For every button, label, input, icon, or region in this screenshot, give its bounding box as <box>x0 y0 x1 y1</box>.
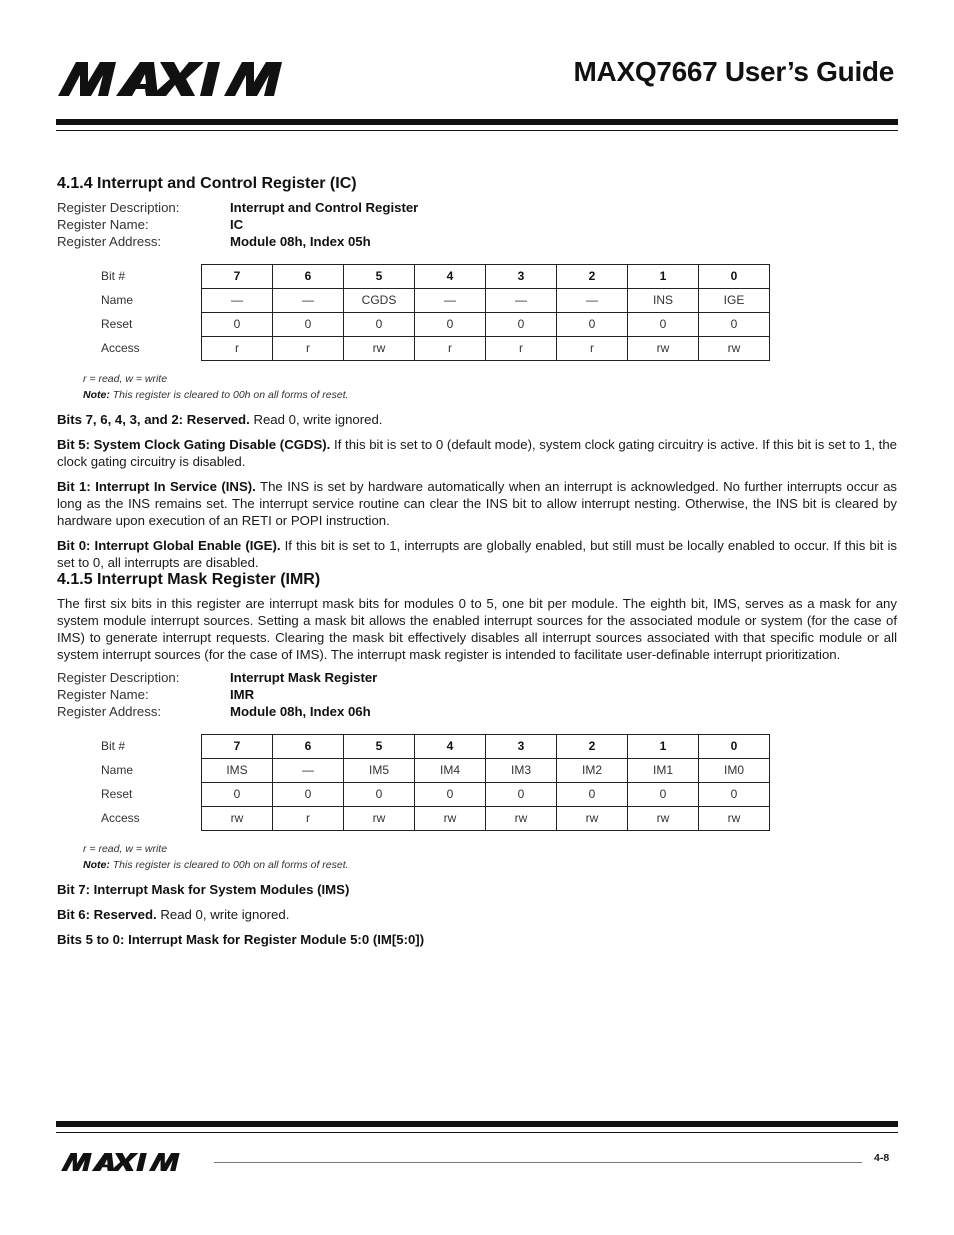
name-cell: INS <box>628 289 699 313</box>
name-cell: IM2 <box>557 759 628 783</box>
reset-cell: 0 <box>273 783 344 807</box>
access-cell: rw <box>202 807 273 831</box>
bit-cell: 4 <box>415 265 486 289</box>
ic-table-footnote <box>83 371 897 403</box>
bit-description-title: Bit 6: Reserved. <box>57 907 157 922</box>
bit-description-title: Bits 7, 6, 4, 3, and 2: Reserved. <box>57 412 250 427</box>
bit-cell: 7 <box>202 265 273 289</box>
reset-cell: 0 <box>557 313 628 337</box>
reset-cell: 0 <box>202 783 273 807</box>
name-cell: IMS <box>202 759 273 783</box>
name-cell: IM4 <box>415 759 486 783</box>
bit-cell: 5 <box>344 735 415 759</box>
bit-cell: 1 <box>628 735 699 759</box>
reset-note <box>83 857 897 873</box>
bit-cell: 7 <box>202 735 273 759</box>
name-cell: — <box>415 289 486 313</box>
imr-bit-table <box>101 734 770 831</box>
bit-access-row <box>101 337 770 361</box>
bit-description <box>57 881 897 898</box>
bit-reset-row <box>101 313 770 337</box>
access-cell: rw <box>628 807 699 831</box>
header-rule-thin <box>56 130 898 131</box>
bit-description-text: If this bit is set to 1, interrupts are globally enabled, but still must be locally enabled to occur. If this bit is set to 0, all interrupts are disabled. <box>57 538 897 570</box>
bit-description <box>57 906 897 923</box>
row-label: Name <box>101 293 134 307</box>
access-cell: rw <box>486 807 557 831</box>
bit-cell: 3 <box>486 735 557 759</box>
maxim-logo <box>58 62 326 96</box>
imr-table-footnote <box>83 841 897 873</box>
name-cell: IM0 <box>699 759 770 783</box>
bit-description <box>57 436 897 470</box>
name-cell: IGE <box>699 289 770 313</box>
bit-description-text: Read 0, write ignored. <box>160 907 290 922</box>
header-rule-thick <box>56 119 898 125</box>
reset-cell: 0 <box>415 313 486 337</box>
row-label: Bit # <box>101 739 126 753</box>
row-label: Reset <box>101 787 133 801</box>
access-cell: rw <box>699 807 770 831</box>
footer-rule-thin <box>56 1132 898 1133</box>
bit-number-row <box>101 735 770 759</box>
imr-section-heading: 4.1.5 Interrupt Mask Register (IMR) <box>57 571 321 588</box>
ic-reginfo-label: Register Description: <box>57 200 180 215</box>
reset-cell: 0 <box>557 783 628 807</box>
maxim-logo-graphic <box>58 62 326 96</box>
name-cell: IM1 <box>628 759 699 783</box>
row-label: Bit # <box>101 269 126 283</box>
name-cell: — <box>557 289 628 313</box>
reset-cell: 0 <box>344 783 415 807</box>
access-cell: r <box>415 337 486 361</box>
ic-reginfo-value: IC <box>230 217 244 232</box>
reset-cell: 0 <box>415 783 486 807</box>
imr-intro-paragraph: The first six bits in this register are interrupt mask bits for modules 0 to 5, one bit per module. The eighth bit, IMS, serves as a mask for any system module interrupt sources. Setting a mask bit allows the enabled interrupt sources for the associated module or system (for the case of IMS) to generate interrupt requests. Clearing the mask bit effectively disables all interrupt sources associated with that specific module or all system interrupt sources (for the case of IMS). The interrupt mask register is intended to facilitate user-definable interrupt prioritization. <box>57 596 897 662</box>
bit-cell: 5 <box>344 265 415 289</box>
row-label: Reset <box>101 317 133 331</box>
bit-cell: 4 <box>415 735 486 759</box>
footer-maxim-logo-graphic <box>58 1153 206 1171</box>
reset-note <box>83 387 897 403</box>
bit-description <box>57 931 897 948</box>
bit-description <box>57 537 897 571</box>
reset-cell: 0 <box>486 313 557 337</box>
name-cell: IM3 <box>486 759 557 783</box>
name-cell: — <box>486 289 557 313</box>
bit-description-text: If this bit is set to 0 (default mode), system clock gating circuitry is active. If this bit is set to 1, the clock gating circuitry is disabled. <box>57 437 897 469</box>
access-cell: rw <box>344 337 415 361</box>
reset-cell: 0 <box>699 783 770 807</box>
bit-name-row <box>101 759 770 783</box>
ic-register-info <box>57 199 897 250</box>
bit-description-title: Bit 7: Interrupt Mask for System Modules (IMS) <box>57 882 350 897</box>
bit-cell: 1 <box>628 265 699 289</box>
document-title: MAXQ7667 User’s Guide <box>573 56 894 87</box>
bit-description-title: Bit 1: Interrupt In Service (INS). <box>57 479 256 494</box>
page-content <box>57 175 897 948</box>
bit-cell: 3 <box>486 265 557 289</box>
reset-cell: 0 <box>628 783 699 807</box>
access-cell: rw <box>557 807 628 831</box>
bit-name-row <box>101 289 770 313</box>
access-legend: r = read, w = write <box>83 843 168 855</box>
access-cell: r <box>273 337 344 361</box>
row-label: Access <box>101 811 140 825</box>
reset-cell: 0 <box>699 313 770 337</box>
footer-maxim-logo <box>58 1153 206 1171</box>
bit-description <box>57 411 897 428</box>
bit-cell: 2 <box>557 265 628 289</box>
ic-bit-table <box>101 264 770 361</box>
row-label: Name <box>101 763 134 777</box>
bit-access-row <box>101 807 770 831</box>
access-cell: r <box>486 337 557 361</box>
bit-description-title: Bit 0: Interrupt Global Enable (IGE). <box>57 538 281 553</box>
reset-cell: 0 <box>273 313 344 337</box>
access-cell: r <box>557 337 628 361</box>
note-text: This register is cleared to 00h on all forms of reset. <box>112 389 349 401</box>
note-label: Note: <box>83 859 110 871</box>
bit-reset-row <box>101 783 770 807</box>
bit-cell: 0 <box>699 735 770 759</box>
imr-reginfo-label: Register Name: <box>57 687 149 702</box>
imr-reginfo-value: IMR <box>230 687 255 702</box>
reset-cell: 0 <box>486 783 557 807</box>
bit-cell: 6 <box>273 265 344 289</box>
note-text: This register is cleared to 00h on all forms of reset. <box>112 859 349 871</box>
name-cell: — <box>273 289 344 313</box>
imr-reginfo-label: Register Address: <box>57 704 162 719</box>
name-cell: IM5 <box>344 759 415 783</box>
ic-section-heading: 4.1.4 Interrupt and Control Register (IC) <box>57 175 357 192</box>
reset-cell: 0 <box>628 313 699 337</box>
ic-reginfo-label: Register Name: <box>57 217 149 232</box>
bit-number-row <box>101 265 770 289</box>
access-cell: rw <box>699 337 770 361</box>
name-cell: — <box>273 759 344 783</box>
access-cell: r <box>273 807 344 831</box>
note-label: Note: <box>83 389 110 401</box>
imr-register-info <box>57 669 897 720</box>
access-cell: r <box>202 337 273 361</box>
bit-description-title: Bit 5: System Clock Gating Disable (CGDS). <box>57 437 331 452</box>
reset-cell: 0 <box>202 313 273 337</box>
bit-description-text: The INS is set by hardware automatically when an interrupt is acknowledged. No further interrupts occur as long as the INS remains set. The interrupt service routine can clear the INS bit to allow interrupt nesting. Otherwise, the INS bit is cleared by hardware upon execution of an RETI or POPI instruction. <box>57 479 897 528</box>
access-cell: rw <box>415 807 486 831</box>
name-cell: CGDS <box>344 289 415 313</box>
footer-divider <box>214 1162 862 1163</box>
access-legend: r = read, w = write <box>83 373 168 385</box>
ic-reginfo-value: Module 08h, Index 05h <box>230 234 371 249</box>
imr-reginfo-label: Register Description: <box>57 670 180 685</box>
reset-cell: 0 <box>344 313 415 337</box>
access-cell: rw <box>628 337 699 361</box>
access-cell: rw <box>344 807 415 831</box>
name-cell: — <box>202 289 273 313</box>
row-label: Access <box>101 341 140 355</box>
page-number: 4-8 <box>874 1152 890 1164</box>
bit-description <box>57 478 897 529</box>
ic-reginfo-label: Register Address: <box>57 234 162 249</box>
imr-reginfo-value: Interrupt Mask Register <box>230 670 378 685</box>
bit-cell: 2 <box>557 735 628 759</box>
imr-reginfo-value: Module 08h, Index 06h <box>230 704 371 719</box>
bit-description-title: Bits 5 to 0: Interrupt Mask for Register Module 5:0 (IM[5:0]) <box>57 932 425 947</box>
footer-rule-thick <box>56 1121 898 1127</box>
bit-cell: 6 <box>273 735 344 759</box>
bit-description-text: Read 0, write ignored. <box>253 412 383 427</box>
bit-cell: 0 <box>699 265 770 289</box>
ic-reginfo-value: Interrupt and Control Register <box>230 200 419 215</box>
